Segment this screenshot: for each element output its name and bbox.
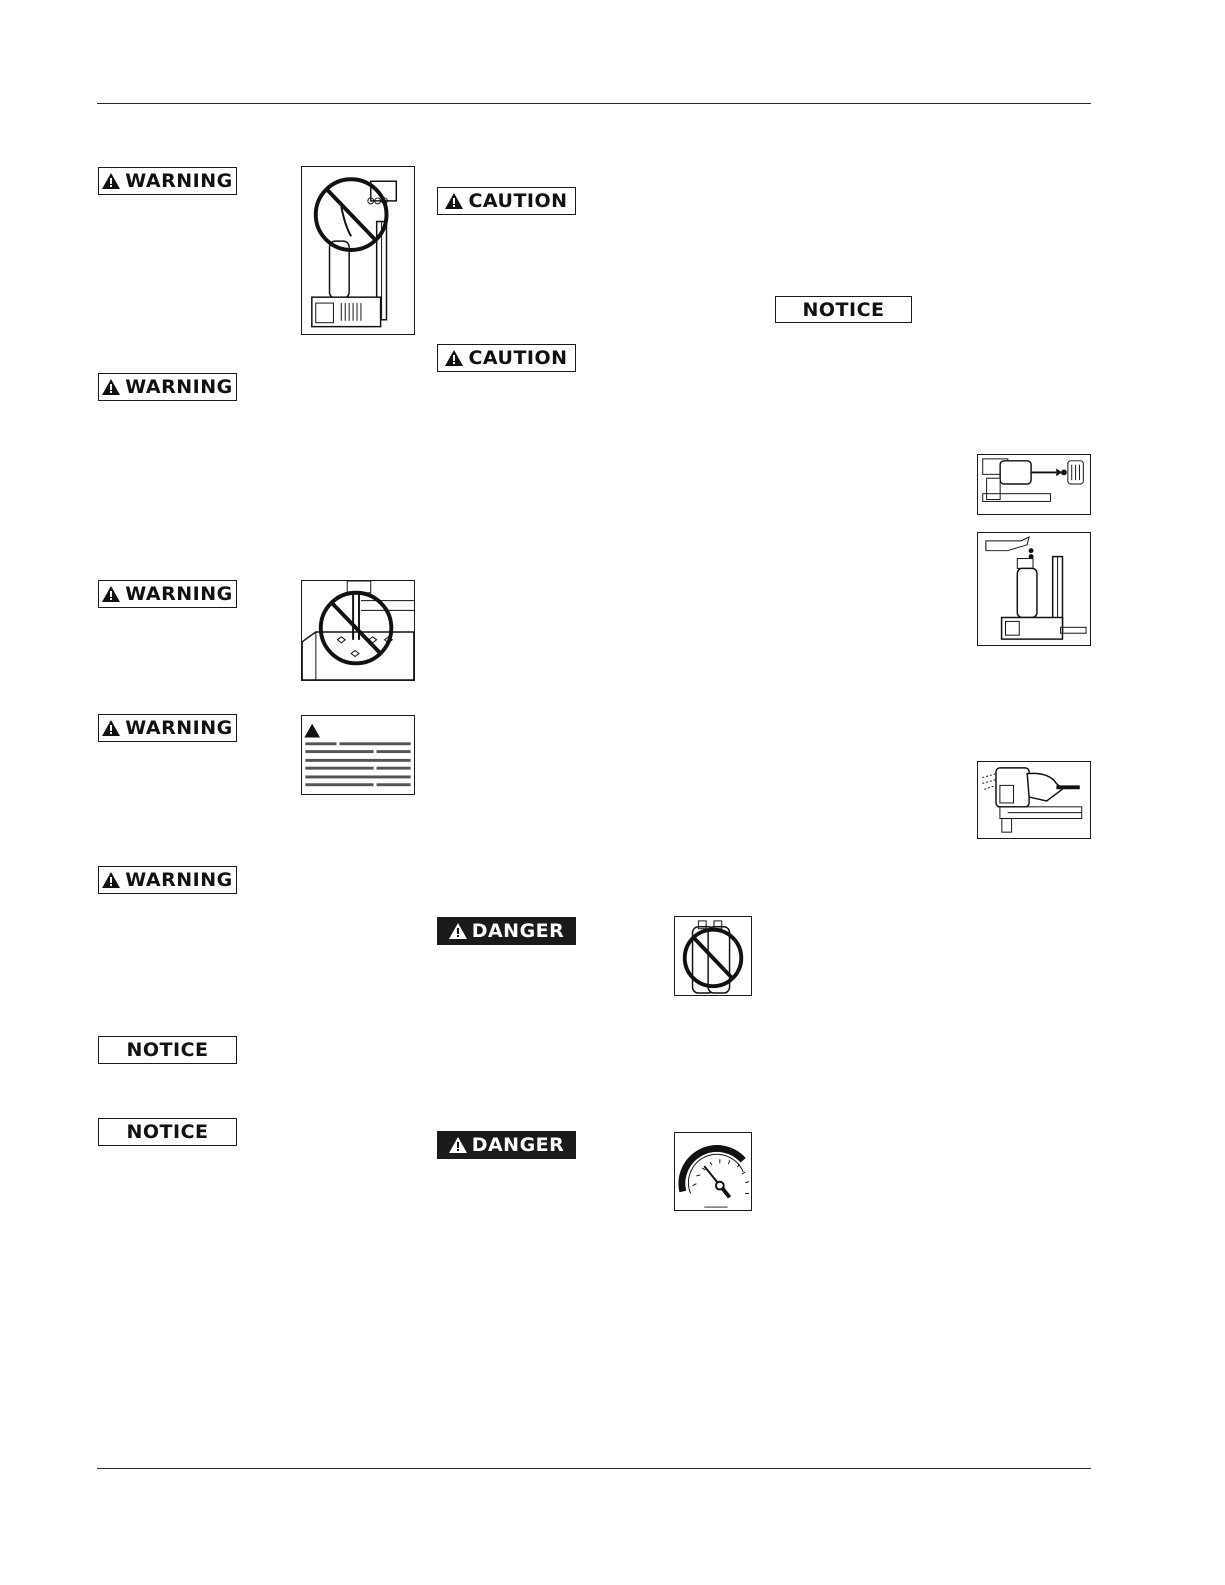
warning-label-text: WARNING bbox=[125, 170, 233, 192]
warning-triangle-icon bbox=[445, 350, 463, 366]
danger-label bbox=[437, 1131, 576, 1159]
warning-label bbox=[98, 580, 237, 608]
disconnect-illustration bbox=[978, 455, 1090, 514]
warning-label bbox=[98, 866, 237, 894]
warning-triangle-icon bbox=[102, 586, 120, 602]
warning-triangle-icon bbox=[102, 379, 120, 395]
warning-triangle-icon bbox=[445, 193, 463, 209]
figure-no-bottled-gas bbox=[674, 916, 752, 996]
oil-drop-illustration bbox=[978, 533, 1090, 645]
danger-label bbox=[437, 917, 576, 945]
warning-triangle-icon bbox=[102, 720, 120, 736]
caution-label-text: CAUTION bbox=[468, 347, 568, 369]
notice-label bbox=[98, 1118, 237, 1146]
figure-lubricate-tool bbox=[977, 532, 1091, 646]
figure-warning-label-sample bbox=[301, 715, 415, 795]
grip-illustration bbox=[978, 762, 1090, 838]
top-rule bbox=[97, 103, 1091, 104]
warning-label bbox=[98, 167, 237, 195]
bottom-rule bbox=[97, 1468, 1091, 1469]
warning-label-text: WARNING bbox=[125, 717, 233, 739]
nose-prohibition-illustration bbox=[302, 581, 414, 680]
warning-triangle-icon bbox=[102, 173, 120, 189]
notice-label-text: NOTICE bbox=[126, 1039, 209, 1061]
warning-label bbox=[98, 373, 237, 401]
danger-label-text: DANGER bbox=[471, 1134, 565, 1156]
gauge-illustration bbox=[675, 1133, 751, 1210]
figure-hold-tool bbox=[977, 761, 1091, 839]
warning-triangle-icon bbox=[449, 923, 467, 939]
danger-label-text: DANGER bbox=[471, 920, 565, 942]
warning-label-text: WARNING bbox=[125, 869, 233, 891]
warning-label bbox=[98, 714, 237, 742]
warning-label-text: WARNING bbox=[125, 583, 233, 605]
warning-label-text: WARNING bbox=[125, 376, 233, 398]
caution-label bbox=[437, 187, 576, 215]
notice-label-text: NOTICE bbox=[126, 1121, 209, 1143]
caution-label-text: CAUTION bbox=[468, 190, 568, 212]
figure-disconnect-air-supply bbox=[977, 454, 1091, 515]
figure-pressure-gauge bbox=[674, 1132, 752, 1211]
gas-cylinder-prohibition-illustration bbox=[675, 917, 751, 995]
caution-label bbox=[437, 344, 576, 372]
nailer-prohibition-illustration bbox=[302, 167, 414, 334]
warning-triangle-icon bbox=[449, 1137, 467, 1153]
notice-label bbox=[98, 1036, 237, 1064]
notice-label bbox=[775, 296, 912, 323]
label-sample-illustration bbox=[302, 716, 414, 794]
warning-triangle-icon bbox=[102, 872, 120, 888]
figure-no-fingers-near-nose bbox=[301, 580, 415, 681]
figure-no-hose-connected bbox=[301, 166, 415, 335]
notice-label-text: NOTICE bbox=[802, 298, 885, 321]
